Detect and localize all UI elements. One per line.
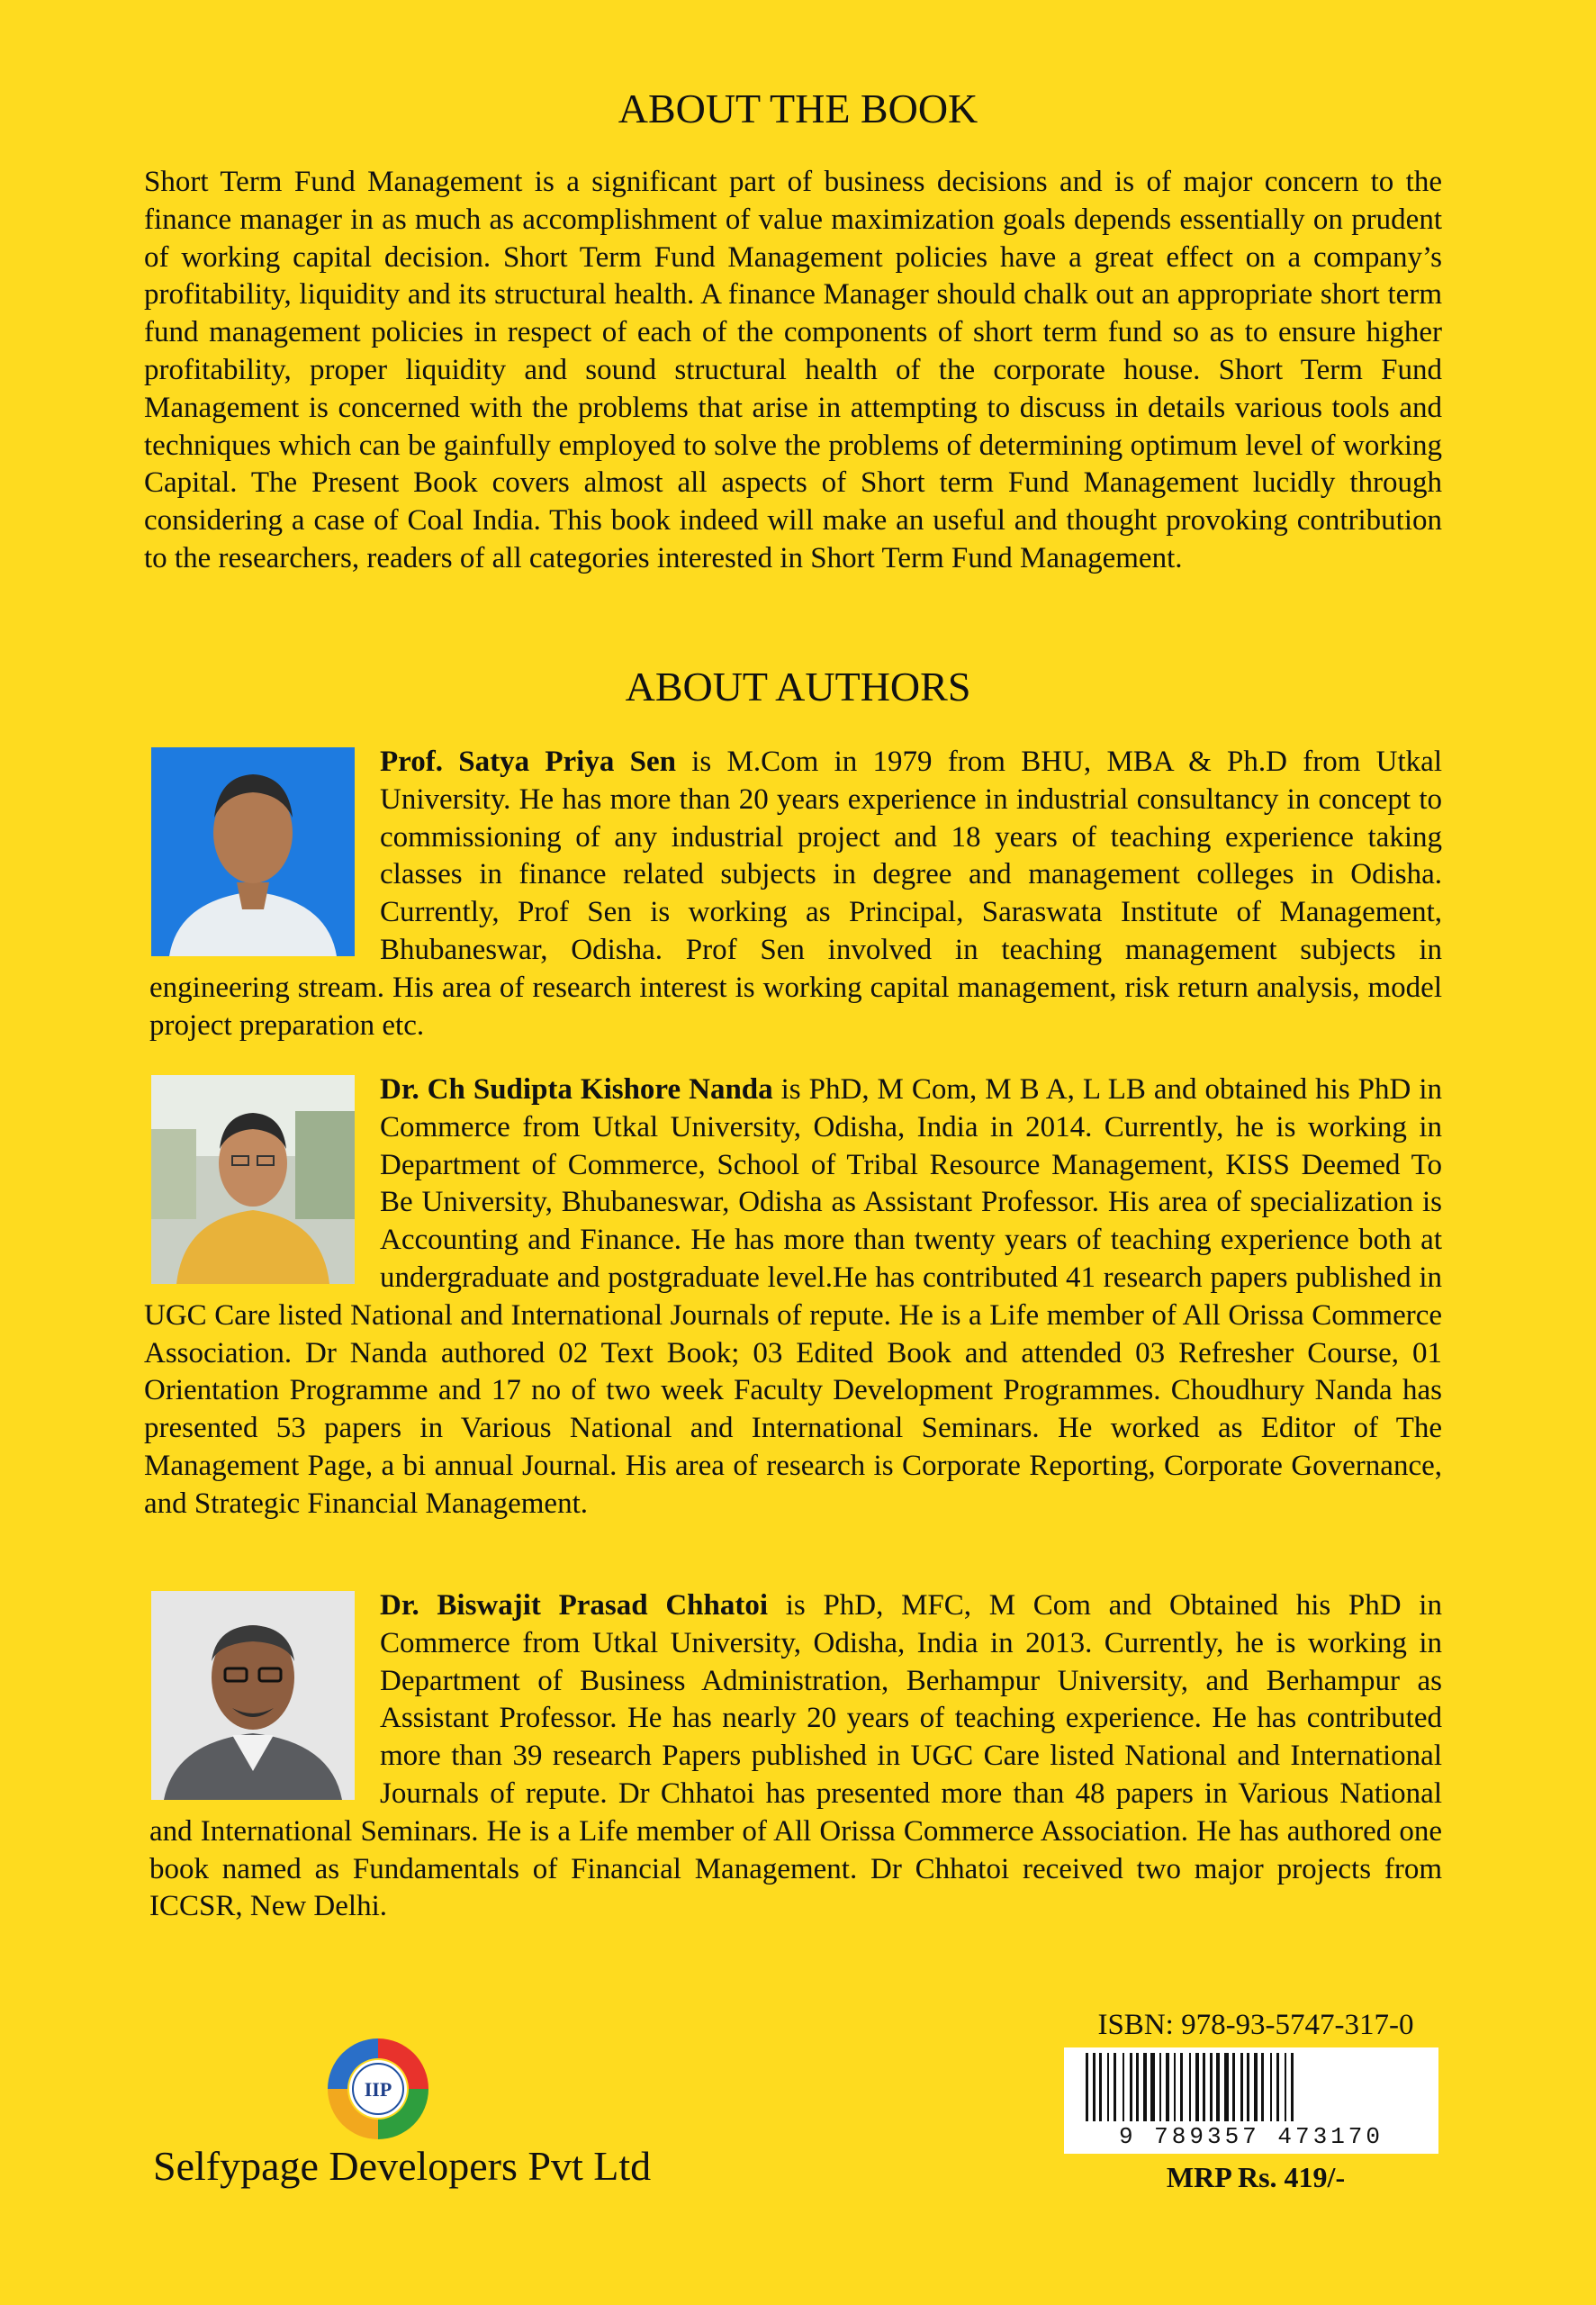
barcode-bar (1166, 2053, 1169, 2121)
barcode-bar (1159, 2053, 1161, 2121)
barcode-bar (1232, 2053, 1235, 2121)
barcode-bar (1099, 2053, 1102, 2121)
barcode-bars (1064, 2047, 1438, 2123)
barcode-bar (1093, 2053, 1096, 2121)
barcode-bar (1107, 2053, 1109, 2121)
author-name: Prof. Satya Priya Sen (380, 746, 676, 778)
author-name: Dr. Biswajit Prasad Chhatoi (380, 1589, 769, 1622)
about-book-text: Short Term Fund Management is a significant part of business decisions and is of major concern to the finance manager in as much as accomplishment of value maximization goals depends essentially on prudent of working capital decision. Short Term Fund Management policies have a great effect on a company’s profitability, liquidity and its structural health. A finance Manager should chalk out an appropriate short term fund management policies in respect of each of the components of short term fund so as to ensure higher profitability, proper liquidity and sound structural health of the corporate house. Short Term Fund Management is concerned with the problems that arise in attempting to discuss in details various tools and techniques which can be gainfully employed to solve the problems of determining optimum level of working Capital. The Present Book covers almost all aspects of Short term Fund Management lucidly through considering a case of Coal India. This book indeed will make an useful and thought provoking contribution to the researchers, readers of all categories interested in Short Term Fund Management. (144, 166, 1442, 574)
barcode-digits: 9 789357 473170 (1118, 2123, 1384, 2150)
barcode-bar (1180, 2053, 1183, 2121)
barcode-bar (1247, 2053, 1249, 2121)
publisher-logo (322, 2033, 434, 2145)
barcode-bar (1174, 2053, 1176, 2121)
barcode-bar (1143, 2053, 1147, 2121)
logo-text: IIP (364, 2078, 392, 2101)
barcode-bar (1285, 2053, 1286, 2121)
author-bio: is PhD, MFC, M Com and Obtained his PhD in Commerce from Utkal University, Odisha, India in 2013. Currently, he is working in Department of Business Administration, Berhampur University, and Berhampur as Assistant Professor. He has nearly 20 years of teaching experience. He has contributed more than 39 research Papers published in UGC Care listed National and International Journals of repute. Dr Chhatoi has presented more than 48 papers in Various National and International Seminars. He is a Life member of All Orissa Commerce Association. He has authored one book named as Fundamentals of Financial Management. Dr Chhatoi received two major projects from ICCSR, New Delhi. (149, 1589, 1442, 1923)
barcode-bar (1123, 2053, 1124, 2121)
author-name: Dr. Ch Sudipta Kishore Nanda (380, 1073, 773, 1106)
about-authors-heading: ABOUT AUTHORS (625, 664, 971, 710)
author-photo (151, 747, 355, 956)
barcode-bar (1240, 2053, 1243, 2121)
author-entry (149, 1587, 1442, 1926)
author-entry (149, 744, 1442, 1044)
barcode-bar (1216, 2053, 1220, 2121)
barcode-bar (1130, 2053, 1132, 2121)
barcode-bar (1224, 2053, 1229, 2121)
about-book-heading: ABOUT THE BOOK (618, 86, 978, 131)
barcode (1064, 2047, 1438, 2154)
barcode-bar (1276, 2053, 1279, 2121)
mrp-price: MRP Rs. 419/- (1166, 2161, 1346, 2193)
author-bio: is PhD, M Com, M B A, L LB and obtained his PhD in Commerce from Utkal University, Odisha, India in 2014. Currently, he is working in Department of Commerce, School of Tribal Resource Management, KISS Deemed To Be University, Bhubaneswar, Odisha as Assistant Professor. His area of specialization is Accounting and Finance. He has more than twenty years of teaching experience both at undergraduate and postgraduate level.He has contributed 41 research papers published in UGC Care listed National and International Journals of repute. He is a Life member of All Orissa Commerce Association. Dr Nanda authored 02 Text Book; 03 Edited Book and attended 03 Refresher Course, 01 Orientation Programme and 17 no of two week Faculty Development Programmes. Choudhury Nanda has presented 53 papers in Various National and International Seminars. He worked as Editor of The Management Page, a bi annual Journal. His area of research is Corporate Reporting, Corporate Governance, and Strategic Financial Management. (144, 1073, 1442, 1520)
barcode-bar (1150, 2053, 1155, 2121)
barcode-bar (1291, 2053, 1294, 2121)
author-entry (144, 1071, 1442, 1523)
barcode-bar (1261, 2053, 1264, 2121)
barcode-bar (1210, 2053, 1213, 2121)
barcode-bar (1203, 2053, 1205, 2121)
isbn: ISBN: 978-93-5747-317-0 (1097, 2009, 1414, 2041)
barcode-bar (1136, 2053, 1139, 2121)
barcode-bar (1270, 2053, 1272, 2121)
barcode-bar (1189, 2053, 1191, 2121)
publisher-name: Selfypage Developers Pvt Ltd (153, 2143, 652, 2189)
author-bio: is M.Com in 1979 from BHU, MBA & Ph.D from Utkal University. He has more than 20 years experience in industrial consultancy in concept to commissioning of any industrial project and 18 years of teaching experience taking classes in finance related subjects in degree and management colleges in Odisha. Currently, Prof Sen is working as Principal, Saraswata Institute of Management, Bhubaneswar, Odisha. Prof Sen involved in teaching management subjects in engineering stream. His area of research interest is working capital management, risk return analysis, model project preparation etc. (149, 746, 1443, 1042)
author-photo (151, 1075, 355, 1284)
author-photo (151, 1591, 355, 1800)
barcode-bar (1195, 2053, 1199, 2121)
barcode-bar (1114, 2053, 1116, 2121)
barcode-bar (1254, 2053, 1258, 2121)
barcode-bar (1086, 2053, 1088, 2121)
